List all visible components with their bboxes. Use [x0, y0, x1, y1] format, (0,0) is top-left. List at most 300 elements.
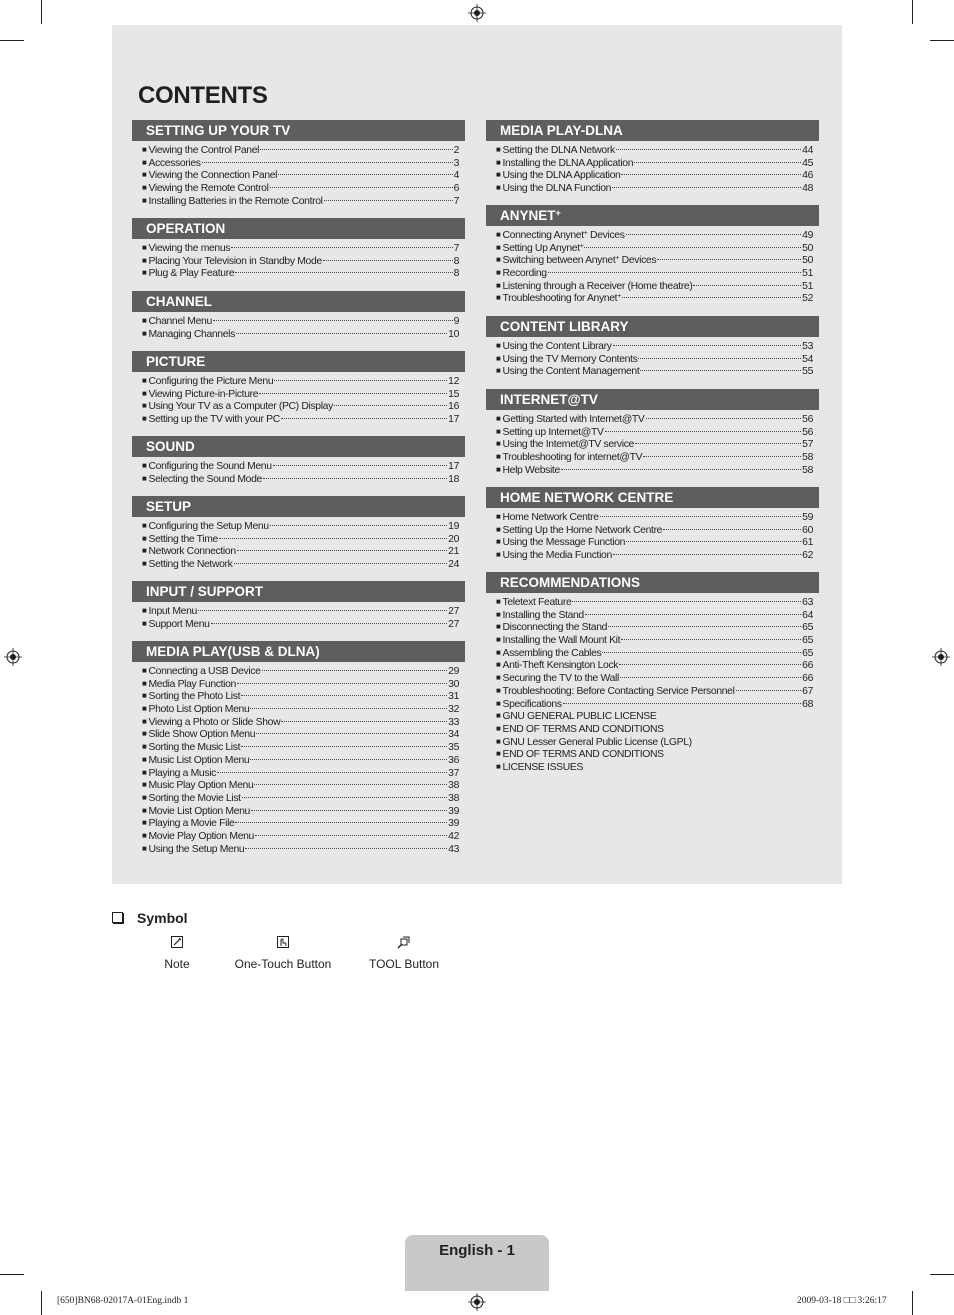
- dot-leader: [640, 369, 801, 371]
- contents-section: [132, 218, 465, 281]
- toc-entry[interactable]: [496, 610, 813, 623]
- toc-entry[interactable]: [496, 622, 813, 635]
- toc-entry[interactable]: [496, 686, 813, 699]
- toc-entry-text: Viewing the Control Panel: [148, 145, 260, 156]
- toc-entry[interactable]: [142, 619, 459, 632]
- symbol-heading: [112, 910, 188, 926]
- toc-entry-label: [502, 660, 618, 673]
- bullet-icon: ■: [496, 268, 501, 278]
- dot-leader: [250, 758, 447, 760]
- registration-mark-icon: [932, 648, 950, 666]
- toc-entry[interactable]: [142, 268, 459, 281]
- toc-entry-text: Configuring the Setup Menu: [148, 521, 269, 532]
- section-heading-text: HOME NETWORK CENTRE: [500, 490, 674, 505]
- toc-entry-label: [148, 183, 268, 196]
- toc-entry[interactable]: [142, 780, 459, 793]
- section-heading-text: SOUND: [146, 439, 195, 454]
- toc-entry[interactable]: [142, 243, 459, 256]
- contents-section: [486, 120, 819, 196]
- toc-entry-text: Troubleshooting for Anynet: [502, 293, 618, 305]
- toc-entry-superscript: +: [617, 293, 621, 301]
- toc-entry-superscript: +: [615, 255, 620, 263]
- toc-entry-text: Viewing a Photo or Slide Show: [148, 716, 281, 728]
- toc-entry-label: [502, 230, 624, 243]
- toc-entry[interactable]: [496, 230, 813, 243]
- dot-leader: [250, 707, 447, 709]
- toc-entry[interactable]: [496, 673, 813, 686]
- crop-mark: [930, 1274, 954, 1275]
- toc-page-number: 45: [802, 157, 813, 169]
- toc-entry-text: Installing the Wall Mount Kit: [502, 635, 621, 647]
- toc-entry-label: [502, 158, 633, 171]
- toc-entry[interactable]: [496, 699, 813, 712]
- toc-entry-text: Getting Started with Internet@TV: [502, 414, 645, 425]
- toc-entry[interactable]: [496, 762, 813, 775]
- toc-entry-label: [148, 704, 249, 717]
- toc-page-number: 24: [448, 559, 459, 571]
- toc-entry[interactable]: [496, 293, 813, 306]
- toc-page-number: 16: [448, 401, 459, 413]
- toc-entry[interactable]: [496, 366, 813, 379]
- bullet-icon: ■: [142, 678, 147, 688]
- toc-entry[interactable]: [142, 546, 459, 559]
- toc-entry-text: Disconnecting the Stand: [502, 622, 608, 634]
- toc-entry[interactable]: [496, 525, 813, 538]
- toc-entry[interactable]: [142, 729, 459, 742]
- toc-entry-label: [148, 768, 216, 781]
- toc-entry[interactable]: [496, 550, 813, 563]
- section-heading-text: PICTURE: [146, 354, 206, 369]
- toc-entry-text: END OF TERMS AND CONDITIONS: [502, 723, 664, 735]
- toc-entry[interactable]: [142, 691, 459, 704]
- toc-entry[interactable]: [496, 183, 813, 196]
- dot-leader: [600, 515, 802, 517]
- toc-entry-label: [148, 742, 240, 755]
- toc-entry-text: Teletext Feature: [502, 597, 572, 608]
- toc-page-number: 38: [448, 780, 459, 792]
- toc-entry-label: [148, 243, 230, 256]
- toc-entry[interactable]: [142, 256, 459, 269]
- toc-entry-label: [502, 635, 620, 648]
- dot-leader: [260, 148, 452, 150]
- toc-entry-label: [502, 622, 607, 635]
- bullet-icon: ■: [142, 461, 147, 470]
- crop-mark: [41, 1291, 42, 1315]
- toc-entry-label: [502, 366, 639, 379]
- toc-page-number: 17: [448, 461, 459, 472]
- toc-entry-text: LICENSE ISSUES: [502, 761, 584, 773]
- toc-page-number: 10: [448, 328, 459, 340]
- symbol-one-touch: [228, 935, 338, 971]
- registration-mark-icon: [468, 1293, 486, 1311]
- toc-entry-label: [502, 414, 644, 427]
- contents-section: [132, 436, 465, 486]
- toc-entry-text: Using the Message Function: [502, 537, 626, 549]
- toc-entry[interactable]: [142, 831, 459, 844]
- toc-page-number: 48: [802, 183, 813, 195]
- toc-entry[interactable]: [142, 474, 459, 487]
- bullet-icon: ■: [142, 183, 147, 193]
- toc-page-number: 58: [802, 464, 813, 476]
- dot-leader: [608, 625, 801, 627]
- bullet-icon: ■: [142, 546, 147, 556]
- bullet-icon: ■: [496, 464, 501, 474]
- toc-page-number: 21: [448, 546, 459, 558]
- toc-entry-text-tail: Devices: [619, 255, 657, 267]
- section-item-list: [132, 312, 465, 341]
- toc-entry-text: Using the Content Management: [502, 366, 640, 378]
- toc-entry-text: Connecting a USB Device: [148, 666, 261, 677]
- symbol-one-touch-label: One-Touch Button: [234, 957, 332, 971]
- toc-entry[interactable]: [142, 806, 459, 819]
- toc-entry[interactable]: [142, 606, 459, 619]
- toc-entry[interactable]: [496, 341, 813, 354]
- toc-entry[interactable]: [142, 329, 459, 342]
- toc-page-number: 51: [802, 268, 813, 280]
- toc-page-number: 4: [453, 170, 459, 182]
- toc-entry-label: [502, 465, 559, 478]
- section-heading: [132, 436, 465, 457]
- toc-page-number: 6: [453, 183, 459, 195]
- dot-leader: [278, 173, 452, 175]
- toc-entry[interactable]: [142, 704, 459, 717]
- toc-page-number: 46: [802, 170, 813, 182]
- toc-entry-text: Setting Up Anynet: [502, 242, 580, 254]
- section-item-list: [132, 372, 465, 427]
- dot-leader: [324, 199, 453, 201]
- bullet-icon: ■: [142, 170, 147, 180]
- bullet-icon: ■: [142, 388, 147, 398]
- toc-entry[interactable]: [142, 679, 459, 692]
- toc-entry[interactable]: [496, 439, 813, 452]
- bullet-icon: ■: [496, 635, 501, 645]
- section-heading-text: SETUP: [146, 499, 192, 514]
- dot-leader: [202, 161, 453, 163]
- dot-leader: [626, 540, 801, 542]
- dot-leader: [334, 404, 447, 406]
- toc-entry[interactable]: [142, 401, 459, 414]
- toc-entry[interactable]: [142, 158, 459, 171]
- dot-leader: [254, 783, 447, 785]
- toc-entry[interactable]: [142, 844, 459, 857]
- bullet-icon: ■: [496, 255, 501, 265]
- toc-page-number: 53: [802, 341, 813, 352]
- toc-entry-label: [502, 145, 614, 158]
- bullet-icon: ■: [496, 157, 501, 167]
- dot-leader: [622, 296, 801, 298]
- section-heading-text: MEDIA PLAY(USB & DLNA): [146, 644, 320, 659]
- toc-entry-label: [502, 354, 637, 367]
- toc-page-number: 62: [802, 550, 813, 562]
- toc-entry[interactable]: [496, 243, 813, 256]
- bullet-icon: ■: [496, 537, 501, 547]
- section-item-list: [486, 410, 819, 477]
- bullet-icon: ■: [142, 742, 147, 752]
- toc-entry-label: [502, 427, 603, 440]
- toc-page-number: 38: [448, 792, 459, 804]
- dot-leader: [273, 464, 447, 466]
- tool-button-icon: [397, 935, 411, 949]
- toc-entry-text: Plug & Play Feature: [148, 268, 235, 280]
- toc-entry[interactable]: [142, 559, 459, 572]
- bullet-icon: ■: [142, 780, 147, 790]
- toc-entry[interactable]: [142, 461, 459, 474]
- toc-entry-superscript: +: [579, 242, 584, 250]
- dot-leader: [234, 562, 448, 564]
- dot-leader: [213, 319, 453, 321]
- note-icon: [170, 935, 184, 949]
- section-heading: [132, 218, 465, 239]
- toc-entry[interactable]: [142, 414, 459, 427]
- toc-page-number: 51: [802, 280, 813, 292]
- toc-entry-label: [148, 534, 217, 547]
- bullet-icon: ■: [142, 666, 147, 675]
- toc-entry-label: [502, 648, 601, 661]
- toc-page-number: 54: [802, 353, 813, 365]
- toc-entry-label: [502, 610, 583, 623]
- toc-entry[interactable]: [142, 376, 459, 389]
- bullet-icon: ■: [496, 550, 501, 560]
- toc-page-number: 20: [448, 533, 459, 545]
- toc-entry-text: END OF TERMS AND CONDITIONS: [502, 749, 664, 761]
- toc-entry[interactable]: [496, 281, 813, 294]
- dot-leader: [281, 720, 447, 722]
- toc-entry[interactable]: [496, 170, 813, 183]
- toc-entry[interactable]: [142, 170, 459, 183]
- contents-section: [132, 351, 465, 427]
- bullet-icon: ■: [142, 716, 147, 726]
- dot-leader: [643, 455, 801, 457]
- toc-entry-text: Music List Option Menu: [148, 754, 250, 766]
- toc-entry[interactable]: [142, 316, 459, 329]
- toc-entry[interactable]: [496, 145, 813, 158]
- section-heading-text: INPUT / SUPPORT: [146, 584, 264, 599]
- toc-entry[interactable]: [496, 711, 813, 724]
- bullet-icon: ■: [496, 749, 501, 759]
- toc-entry-text: Using the Setup Menu: [148, 843, 245, 855]
- bullet-icon: ■: [496, 524, 501, 534]
- toc-entry-label: [148, 145, 259, 158]
- bullet-icon: ■: [142, 401, 147, 411]
- bullet-icon: ■: [496, 414, 501, 423]
- toc-entry-label: [502, 699, 561, 712]
- dot-leader: [323, 259, 453, 261]
- bullet-icon: ■: [142, 618, 147, 628]
- toc-entry[interactable]: [142, 389, 459, 402]
- toc-entry-text: Playing a Movie File: [148, 818, 235, 830]
- toc-page-number: 27: [448, 618, 459, 630]
- registration-mark-icon: [468, 4, 486, 22]
- crop-mark: [912, 0, 913, 24]
- toc-entry[interactable]: [496, 724, 813, 737]
- dot-leader: [548, 271, 801, 273]
- dot-leader: [242, 796, 447, 798]
- toc-entry-text: Using the DLNA Function: [502, 183, 612, 195]
- section-heading-text: OPERATION: [146, 221, 226, 236]
- bullet-icon: ■: [496, 145, 501, 154]
- crop-mark: [41, 0, 42, 24]
- toc-entry-label: [148, 521, 268, 534]
- toc-entry[interactable]: [496, 465, 813, 478]
- dot-leader: [259, 392, 447, 394]
- toc-entry-text: Movie List Option Menu: [148, 805, 250, 817]
- toc-page-number: 2: [453, 145, 459, 156]
- toc-entry-text: Sorting the Photo List: [148, 691, 241, 703]
- bullet-icon: ■: [142, 729, 147, 739]
- toc-entry[interactable]: [496, 414, 813, 427]
- bullet-icon: ■: [496, 353, 501, 363]
- dot-leader: [626, 233, 802, 235]
- toc-entry[interactable]: [496, 635, 813, 648]
- toc-entry-label: [148, 780, 253, 793]
- section-heading: [486, 120, 819, 141]
- toc-entry-text: Installing the DLNA Application: [502, 157, 634, 169]
- toc-entry[interactable]: [496, 158, 813, 171]
- dot-leader: [263, 477, 447, 479]
- bullet-icon: ■: [496, 761, 501, 771]
- toc-entry[interactable]: [142, 534, 459, 547]
- bullet-icon: ■: [142, 328, 147, 338]
- toc-entry[interactable]: [142, 145, 459, 158]
- toc-entry[interactable]: [496, 660, 813, 673]
- toc-entry-text: Help Website: [502, 464, 560, 476]
- section-item-list: [486, 141, 819, 196]
- bullet-icon: ■: [496, 685, 501, 695]
- toc-entry-label: [148, 329, 234, 342]
- toc-entry-text: Configuring the Sound Menu: [148, 461, 272, 472]
- bullet-icon: ■: [496, 736, 501, 746]
- toc-page-number: 56: [802, 426, 813, 438]
- toc-entry-label: [148, 546, 235, 559]
- toc-page-number: 63: [802, 597, 813, 608]
- toc-entry[interactable]: [496, 452, 813, 465]
- toc-page-number: 43: [448, 843, 459, 855]
- dot-leader: [251, 809, 447, 811]
- toc-entry-label: [148, 170, 277, 183]
- dot-leader: [613, 344, 802, 346]
- toc-entry-label: [148, 818, 234, 831]
- toc-entry-label: [148, 831, 254, 844]
- toc-entry[interactable]: [142, 666, 459, 679]
- bullet-icon: ■: [496, 660, 501, 670]
- section-heading: [486, 487, 819, 508]
- toc-page-number: 12: [448, 376, 459, 387]
- toc-entry-text: Media Play Function: [148, 678, 236, 690]
- section-heading: [486, 572, 819, 593]
- dot-leader: [572, 600, 801, 602]
- toc-page-number: 7: [453, 195, 459, 207]
- bullet-icon: ■: [142, 559, 147, 569]
- crop-mark: [912, 1291, 913, 1315]
- toc-entry[interactable]: [142, 521, 459, 534]
- toc-entry-label: [148, 256, 321, 269]
- toc-entry[interactable]: [142, 755, 459, 768]
- toc-entry-label: [148, 196, 322, 209]
- dot-leader: [613, 553, 801, 555]
- toc-entry[interactable]: [142, 717, 459, 730]
- section-item-list: [486, 337, 819, 379]
- toc-entry[interactable]: [142, 742, 459, 755]
- checkbox-square-icon: [112, 912, 123, 923]
- bullet-icon: ■: [142, 376, 147, 385]
- section-item-list: [132, 662, 465, 856]
- section-heading-text: INTERNET@TV: [500, 392, 598, 407]
- toc-entry-text: Selecting the Sound Mode: [148, 473, 262, 485]
- toc-entry-text: Movie Play Option Menu: [148, 830, 254, 842]
- toc-entry[interactable]: [496, 255, 813, 268]
- bullet-icon: ■: [496, 711, 501, 721]
- dot-leader: [270, 186, 453, 188]
- toc-page-number: 37: [448, 767, 459, 779]
- page-title: CONTENTS: [138, 82, 268, 109]
- toc-entry-label: [502, 183, 611, 196]
- toc-entry[interactable]: [142, 818, 459, 831]
- toc-entry-text: Music Play Option Menu: [148, 780, 254, 792]
- page-number: English - 1: [439, 1242, 515, 1259]
- toc-entry-label: [502, 762, 583, 775]
- toc-entry[interactable]: [496, 537, 813, 550]
- toc-entry-label: [502, 243, 583, 256]
- toc-entry[interactable]: [496, 512, 813, 525]
- toc-page-number: 55: [802, 366, 813, 378]
- toc-entry-label: [148, 806, 249, 819]
- bullet-icon: ■: [496, 723, 501, 733]
- toc-entry-text: Using the Media Function: [502, 550, 612, 562]
- toc-entry-label: [502, 537, 625, 550]
- toc-entry-text: Viewing the menus: [148, 243, 231, 254]
- bullet-icon: ■: [496, 439, 501, 449]
- dot-leader: [262, 669, 448, 671]
- bullet-icon: ■: [142, 843, 147, 853]
- toc-page-number: 18: [448, 473, 459, 485]
- toc-entry-text: Viewing the Remote Control: [148, 183, 269, 195]
- bullet-icon: ■: [496, 170, 501, 180]
- toc-entry[interactable]: [496, 354, 813, 367]
- bullet-icon: ■: [142, 533, 147, 543]
- toc-entry-text: Installing the Stand: [502, 609, 584, 621]
- toc-entry-label: [502, 268, 546, 281]
- bullet-icon: ■: [142, 704, 147, 714]
- toc-page-number: 64: [802, 609, 813, 621]
- bullet-icon: ■: [142, 792, 147, 802]
- toc-page-number: 29: [448, 666, 459, 677]
- toc-entry[interactable]: [496, 648, 813, 661]
- toc-entry[interactable]: [142, 768, 459, 781]
- toc-entry[interactable]: [142, 183, 459, 196]
- toc-entry-text: Securing the TV to the Wall: [502, 673, 619, 685]
- toc-entry[interactable]: [142, 196, 459, 209]
- bullet-icon: ■: [496, 293, 501, 303]
- toc-entry[interactable]: [496, 427, 813, 440]
- print-slug-right: 2009-03-18 □□ 3:26:17: [797, 1296, 887, 1306]
- section-item-list: [132, 602, 465, 631]
- toc-page-number: 8: [453, 268, 459, 280]
- toc-entry[interactable]: [496, 597, 813, 610]
- bullet-icon: ■: [496, 183, 501, 193]
- contents-section: [486, 487, 819, 563]
- bullet-icon: ■: [496, 280, 501, 290]
- toc-entry-text: Connecting Anynet: [502, 230, 584, 241]
- toc-entry[interactable]: [142, 793, 459, 806]
- toc-page-number: 3: [453, 157, 459, 169]
- dot-leader: [619, 663, 801, 665]
- toc-entry-text: Input Menu: [148, 606, 197, 617]
- dot-leader: [621, 173, 801, 175]
- toc-entry[interactable]: [496, 268, 813, 281]
- toc-entry[interactable]: [496, 749, 813, 762]
- dot-leader: [621, 638, 801, 640]
- toc-entry[interactable]: [496, 737, 813, 750]
